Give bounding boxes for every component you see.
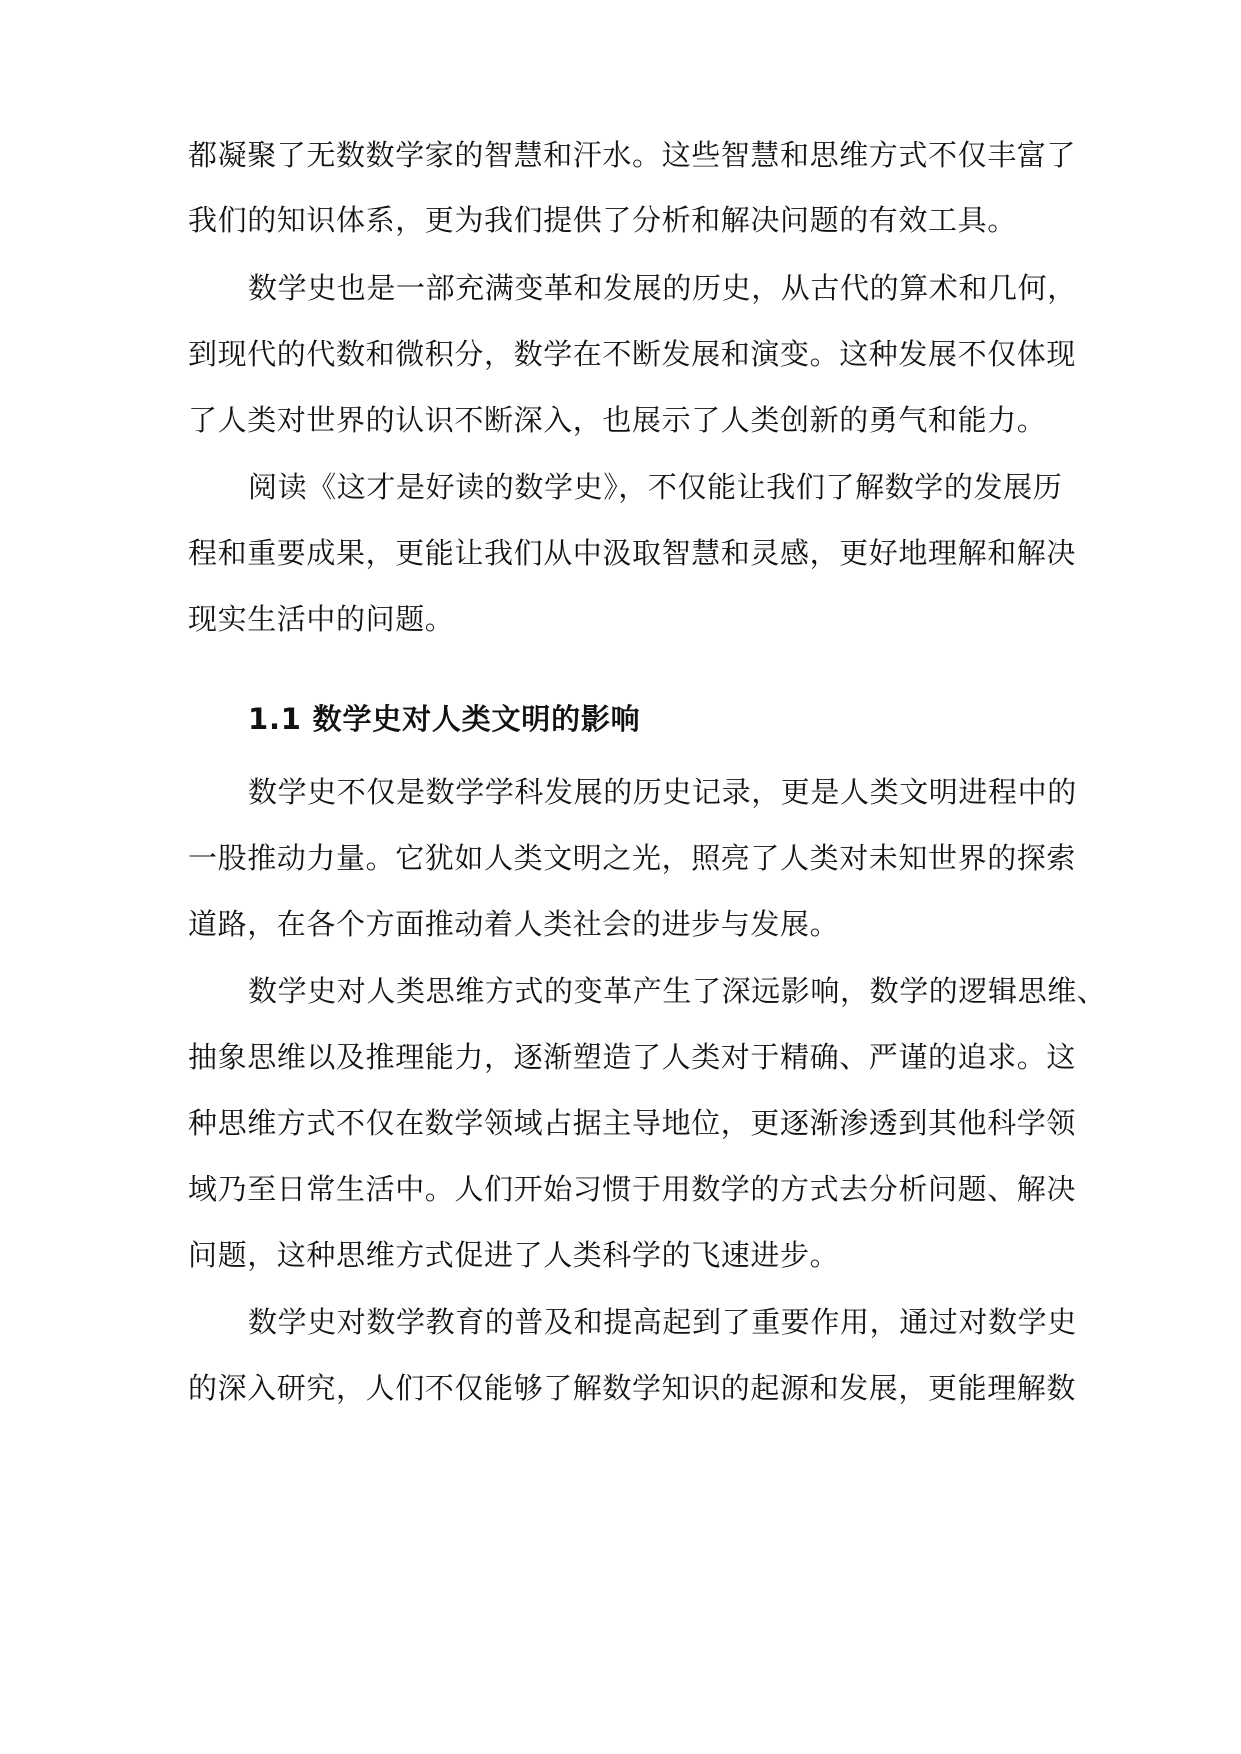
paragraph-line: 我们的知识体系，更为我们提供了分析和解决问题的有效工具。 (188, 203, 1017, 237)
paragraph-line: 域乃至日常生活中。人们开始习惯于用数学的方式去分析问题、解决 (188, 1172, 1077, 1206)
paragraph-line: 数学史不仅是数学学科发展的历史记录，更是人类文明进程中的 (248, 775, 1077, 809)
paragraph-line: 现实生活中的问题。 (188, 602, 455, 636)
paragraph-line: 到现代的代数和微积分，数学在不断发展和演变。这种发展不仅体现 (188, 337, 1077, 371)
paragraph-line: 的深入研究，人们不仅能够了解数学知识的起源和发展，更能理解数 (188, 1371, 1077, 1405)
paragraph-line: 了人类对世界的认识不断深入，也展示了人类创新的勇气和能力。 (188, 403, 1047, 437)
section-heading: 1.1 数学史对人类文明的影响 (248, 702, 641, 736)
paragraph-line: 程和重要成果，更能让我们从中汲取智慧和灵感，更好地理解和解决 (188, 536, 1077, 570)
paragraph-line: 数学史对人类思维方式的变革产生了深远影响，数学的逻辑思维、 (248, 974, 1107, 1008)
paragraph-line: 一股推动力量。它犹如人类文明之光，照亮了人类对未知世界的探索 (188, 841, 1077, 875)
paragraph-line: 数学史对数学教育的普及和提高起到了重要作用，通过对数学史 (248, 1305, 1077, 1339)
paragraph-line: 道路，在各个方面推动着人类社会的进步与发展。 (188, 907, 840, 941)
paragraph-line: 阅读《这才是好读的数学史》，不仅能让我们了解数学的发展历 (248, 470, 1063, 504)
paragraph-line: 问题，这种思维方式促进了人类科学的飞速进步。 (188, 1238, 840, 1272)
paragraph-line: 都凝聚了无数数学家的智慧和汗水。这些智慧和思维方式不仅丰富了 (188, 138, 1077, 172)
paragraph-line: 种思维方式不仅在数学领域占据主导地位，更逐渐渗透到其他科学领 (188, 1106, 1077, 1140)
paragraph-line: 抽象思维以及推理能力，逐渐塑造了人类对于精确、严谨的追求。这 (188, 1040, 1077, 1074)
paragraph-line: 数学史也是一部充满变革和发展的历史，从古代的算术和几何， (248, 271, 1077, 305)
